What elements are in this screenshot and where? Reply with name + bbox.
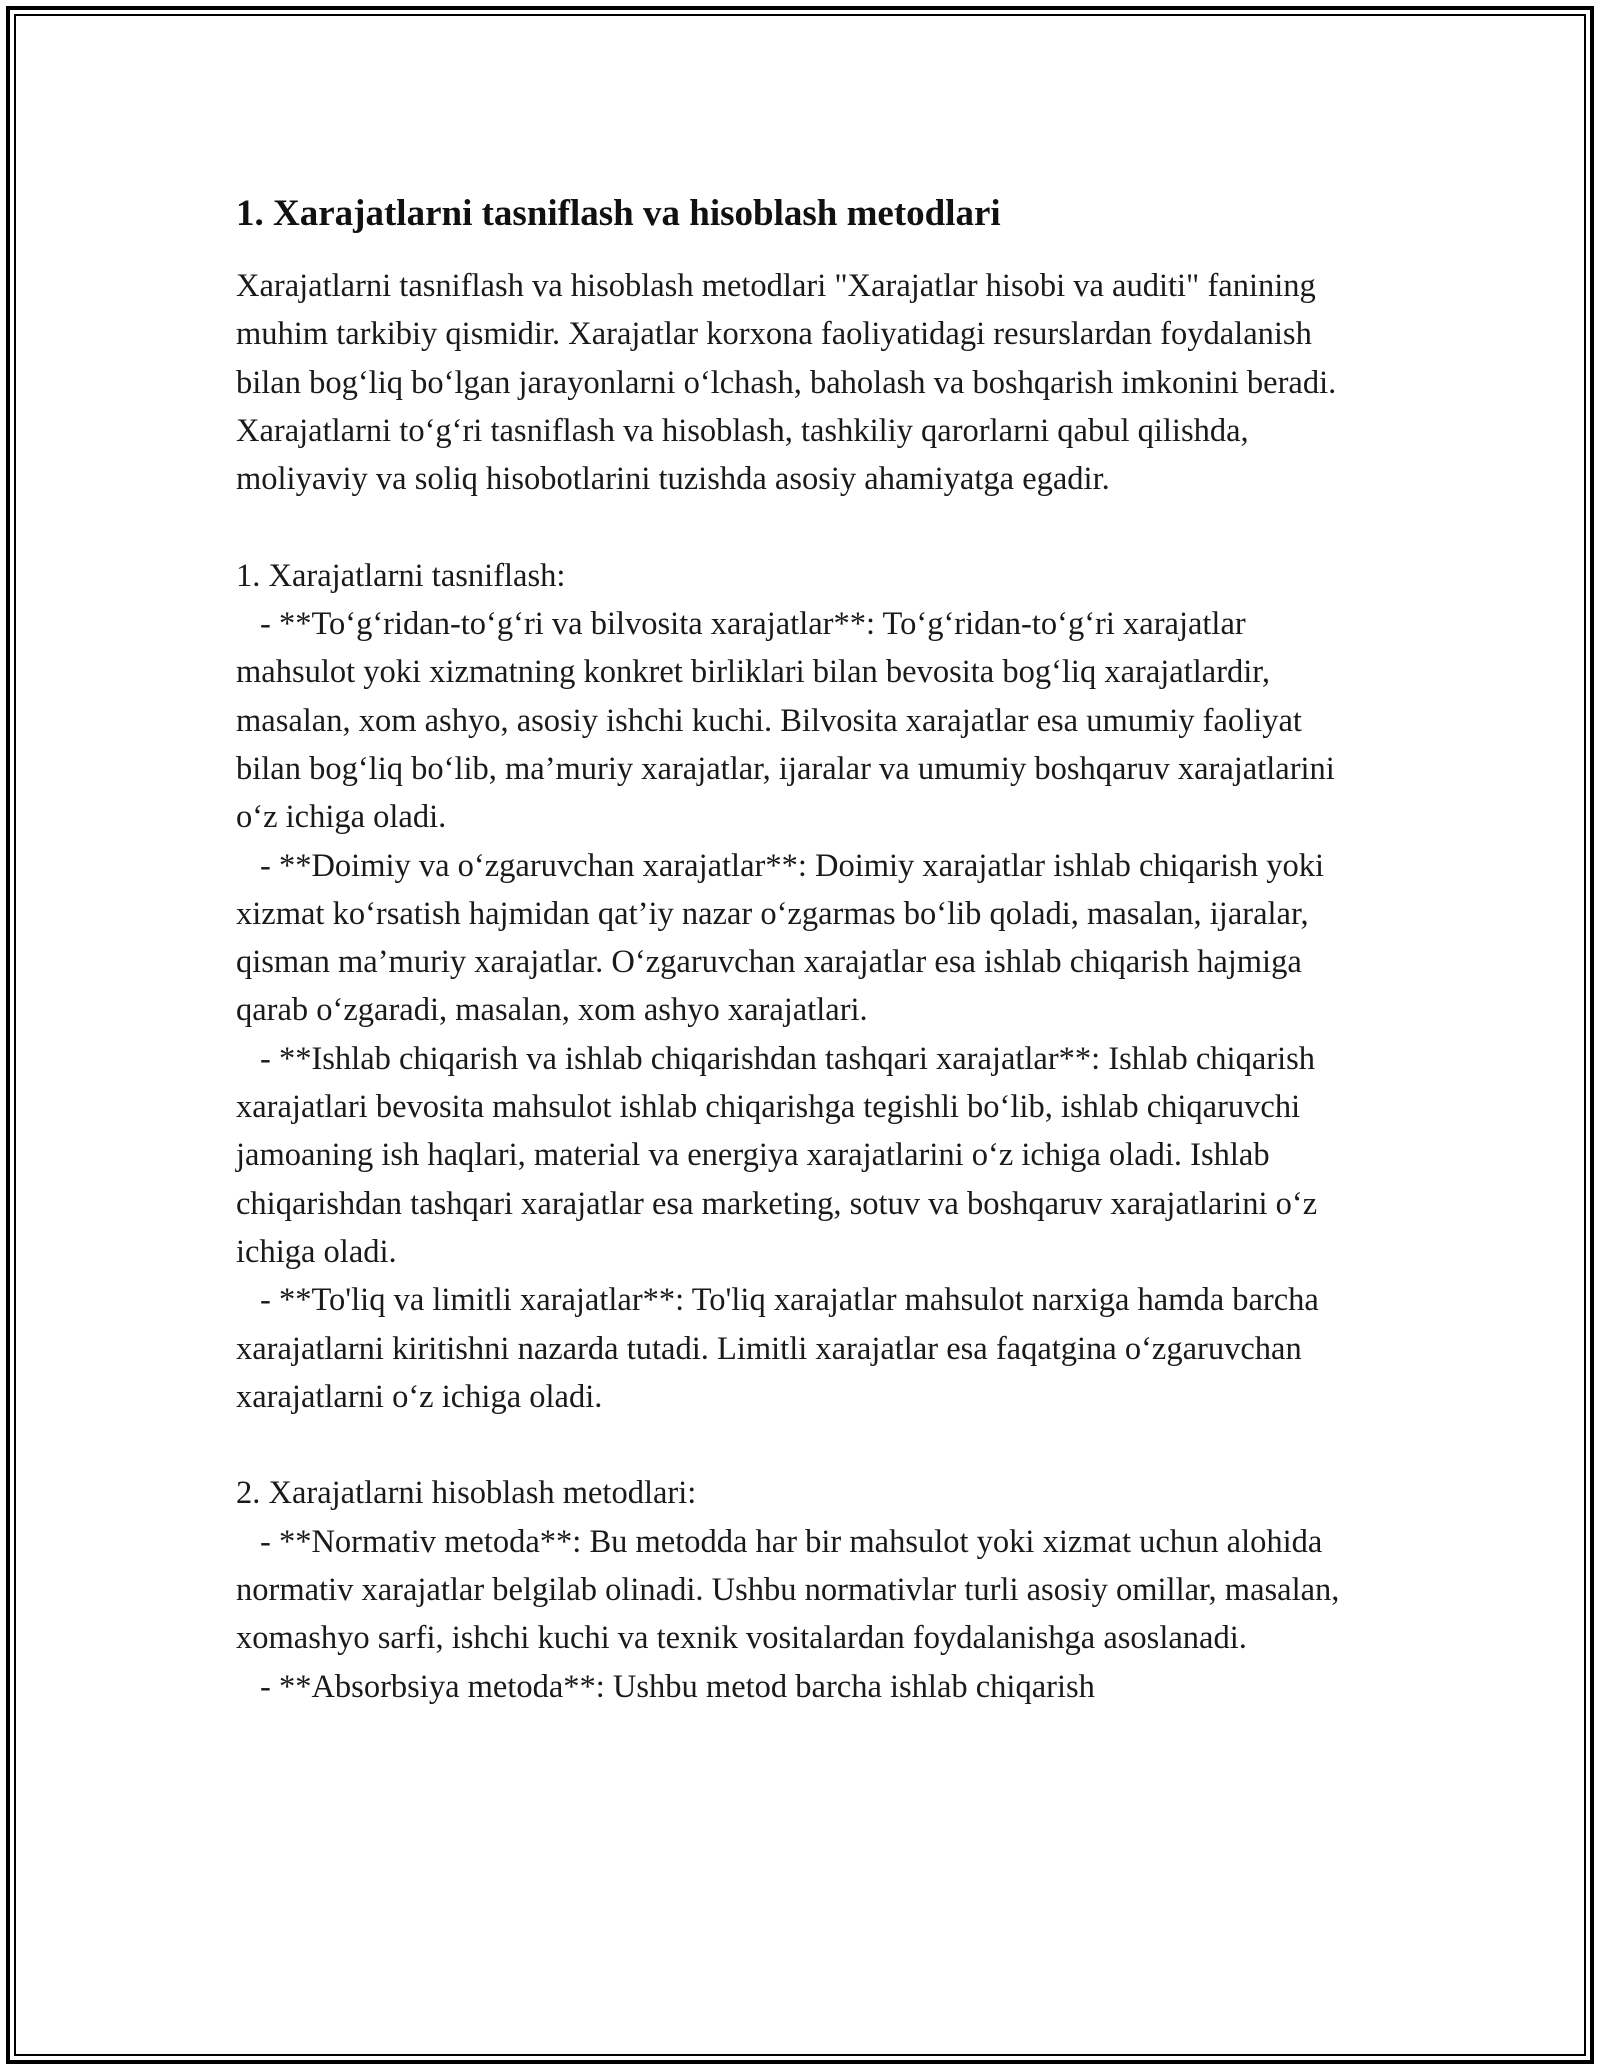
list-item-fixed-variable: - **Doimiy va o‘zgaruvchan xarajatlar**: Doimiy xarajatlar ishlab chiqarish yoki xizmat ko‘rsatish hajmidan qat’iy nazar o‘zgarmas bo‘lib qoladi, masalan, ijaralar, qisman ma’muriy xarajatlar. O‘zgaruvchan xarajatlar esa ishlab chiqarish hajmiga qarab o‘zgaradi, masalan, xom ashyo xarajatlari.	[236, 847, 1325, 1029]
list-item-full-limited: - **To'liq va limitli xarajatlar**: To'liq xarajatlar mahsulot narxiga hamda barcha xarajatlarni kiritishni nazarda tutadi. Limitli xarajatlar esa faqatgina o‘zgaruvchan xarajatlarni o‘z ichiga oladi.	[236, 1282, 1319, 1415]
document-text	[236, 262, 1366, 1711]
paragraph-gap	[236, 1421, 1366, 1469]
list-item-direct-indirect: - **To‘g‘ridan-to‘g‘ri va bilvosita xarajatlar**: To‘g‘ridan-to‘g‘ri xarajatlar mahsulot yoki xizmatning konkret birliklari bilan bevosita bog‘liq xarajatlardir, masalan, xom ashyo, asosiy ishchi kuchi. Bilvosita xarajatlar esa umumiy faoliyat bilan bog‘liq bo‘lib, ma’muriy xarajatlar, ijaralar va umumiy boshqaruv xarajatlarini o‘z ichiga oladi.	[236, 606, 1335, 836]
list-item-absorption-method: - **Absorbsiya metoda**: Ushbu metod barcha ishlab chiqarish	[260, 1668, 1095, 1705]
paragraph-gap	[236, 503, 1366, 551]
intro-paragraph: Xarajatlarni tasniflash va hisoblash metodlari "Xarajatlar hisobi va auditi" fanining muhim tarkibiy qismidir. Xarajatlar korxona faoliyatidagi resurslardan foydalanish bilan bog‘liq bo‘lgan jarayonlarni o‘lchash, baholash va boshqarish imkonini beradi. Xarajatlarni to‘g‘ri tasniflash va hisoblash, tashkiliy qarorlarni qabul qilishda, moliyaviy va soliq hisobotlarini tuzishda asosiy ahamiyatga egadir.	[236, 268, 1337, 498]
document-body	[236, 186, 1366, 1711]
section-title-classification: 1. Xarajatlarni tasniflash:	[236, 557, 566, 594]
list-item-normative-method: - **Normativ metoda**: Bu metodda har bir mahsulot yoki xizmat uchun alohida normativ xarajatlar belgilab olinadi. Ushbu normativlar turli asosiy omillar, masalan, xomashyo sarfi, ishchi kuchi va texnik vositalardan foydalanishga asoslanadi.	[236, 1523, 1340, 1657]
list-item-production-nonproduction: - **Ishlab chiqarish va ishlab chiqarishdan tashqari xarajatlar**: Ishlab chiqarish xarajatlari bevosita mahsulot ishlab chiqarishga tegishli bo‘lib, ishlab chiqaruvchi jamoaning ish haqlari, material va energiya xarajatlarini o‘z ichiga oladi. Ishlab chiqarishdan tashqari xarajatlar esa marketing, sotuv va boshqaruv xarajatlarini o‘z ichiga oladi.	[236, 1040, 1318, 1270]
section-title-methods: 2. Xarajatlarni hisoblash metodlari:	[236, 1475, 697, 1512]
document-heading: 1. Xarajatlarni tasniflash va hisoblash metodlari	[236, 193, 1001, 234]
